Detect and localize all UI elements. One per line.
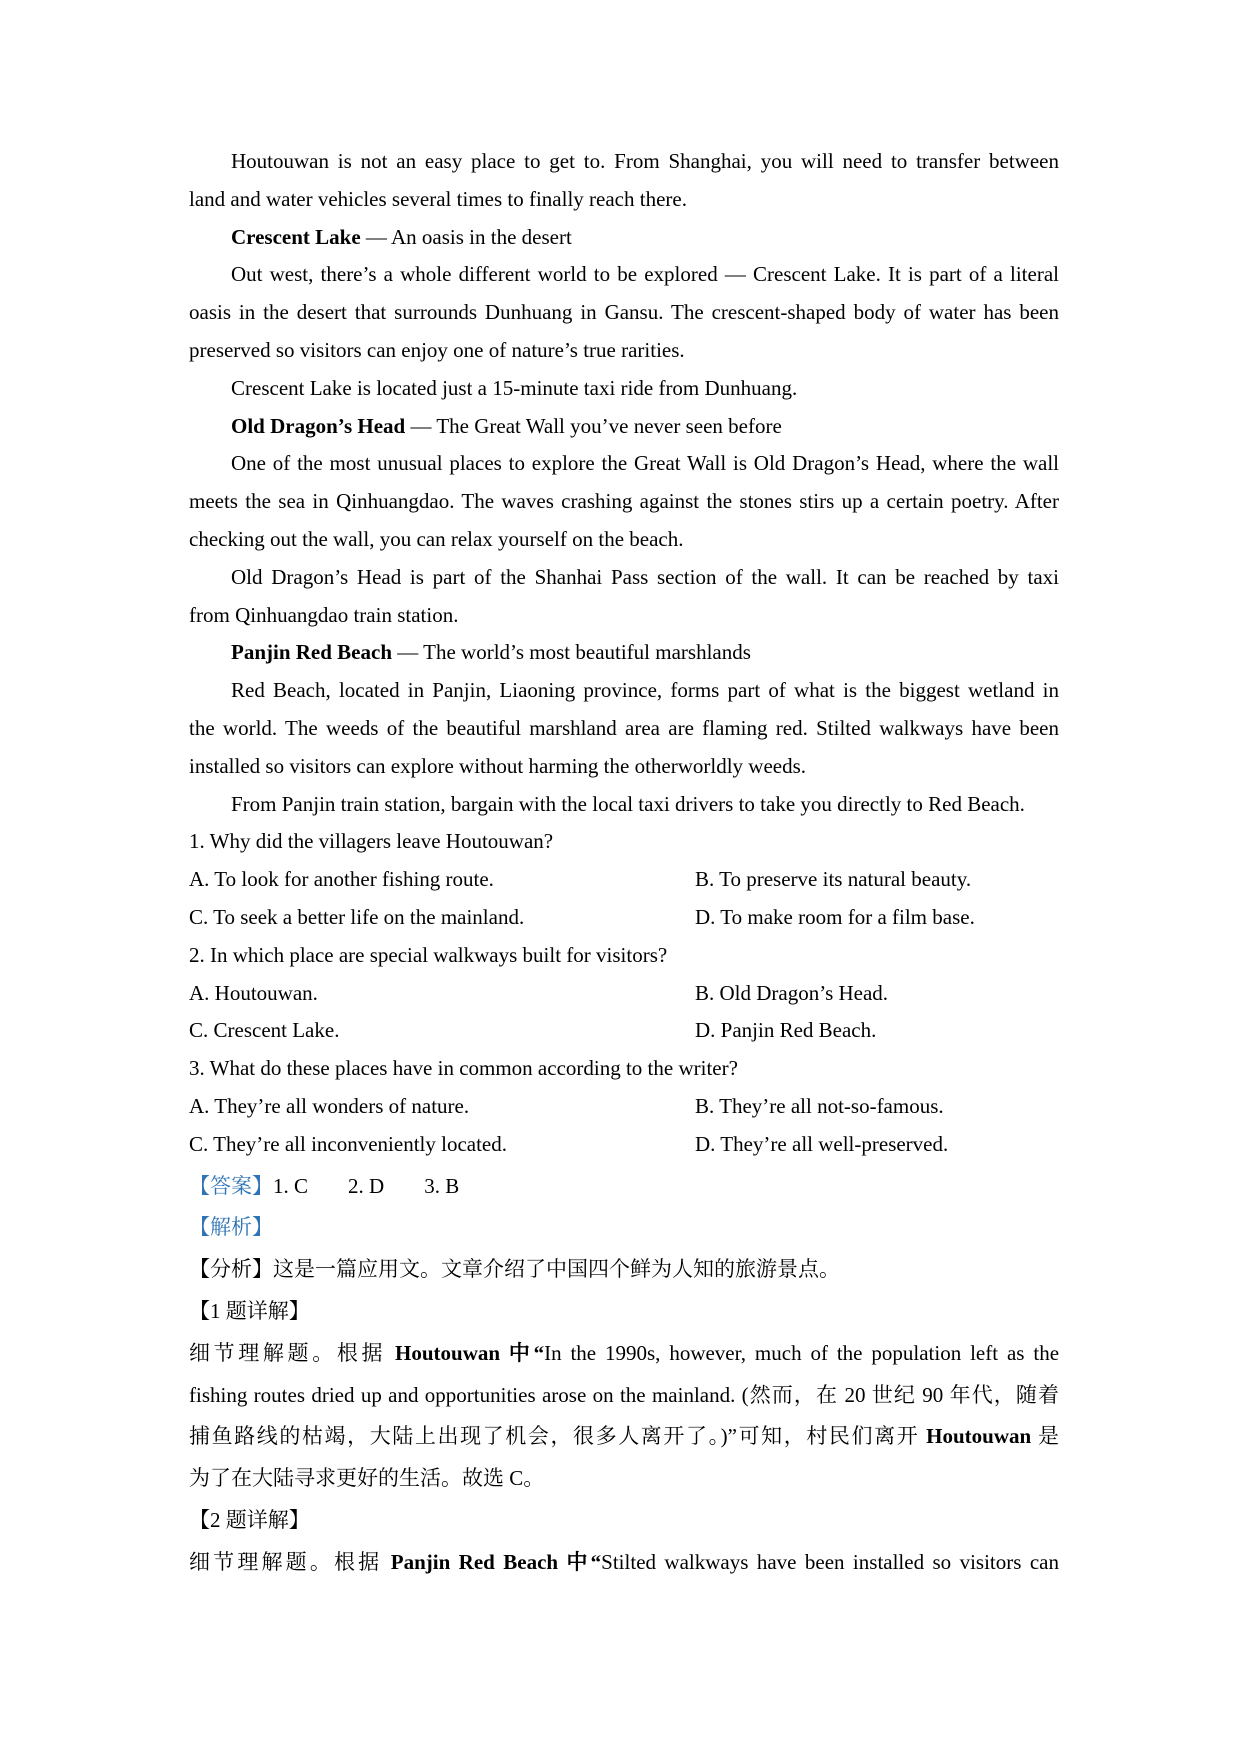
- option-row: [189, 975, 1059, 1013]
- passage-paragraph: from Qinhuangdao train station.: [189, 602, 459, 627]
- option-row: [189, 1012, 1059, 1050]
- passage-paragraph: Old Dragon’s Head is part of the Shanhai Pass section of the wall. It can be reached by taxi: [231, 564, 1059, 589]
- option-b: B. They’re all not-so-famous.: [695, 1093, 944, 1118]
- option-d: D. Panjin Red Beach.: [695, 1018, 877, 1043]
- option-a: A. They’re all wonders of nature.: [189, 1093, 470, 1118]
- answer-label: 【答案】: [189, 1173, 273, 1198]
- section-heading-crescent-lake: [189, 219, 1059, 257]
- section-title: Old Dragon’s Head: [231, 413, 406, 438]
- analysis-label-line: [189, 1209, 1059, 1247]
- option-row: [189, 1088, 1059, 1126]
- option-d: D. To make room for a film base.: [695, 904, 975, 929]
- answer-1: 1. C: [273, 1173, 309, 1198]
- option-a: A. To look for another fishing route.: [189, 867, 494, 892]
- section-subtitle: — An oasis in the desert: [360, 224, 572, 249]
- document-content: [189, 143, 1059, 1581]
- section-subtitle: — The world’s most beautiful marshlands: [392, 640, 751, 665]
- passage-paragraph: the world. The weeds of the beautiful marshland area are flaming red. Stilted walkways have been: [189, 715, 1059, 740]
- section-heading-panjin-red-beach: [189, 634, 1059, 672]
- passage-paragraph: Red Beach, located in Panjin, Liaoning province, forms part of what is the biggest wetland in: [231, 678, 1059, 703]
- q1-detail-line: [189, 1335, 1059, 1373]
- analysis-overview: 【分析】这是一篇应用文。文章介绍了中国四个鲜为人知的旅游景点。: [189, 1257, 840, 1282]
- detail-text: 细节理解题。根据: [189, 1340, 396, 1365]
- analysis-label: 【解析】: [189, 1215, 273, 1240]
- option-c: C. Crescent Lake.: [189, 1018, 340, 1043]
- detail-text: 是: [1031, 1424, 1059, 1449]
- passage-paragraph: Crescent Lake is located just a 15-minute taxi ride from Dunhuang.: [231, 375, 798, 400]
- passage-paragraph: oasis in the desert that surrounds Dunhuang in Gansu. The crescent-shaped body of water has been: [189, 300, 1059, 325]
- option-row: [189, 1126, 1059, 1164]
- option-row: [189, 899, 1059, 937]
- detail-bold: Panjin Red Beach 中“: [390, 1549, 602, 1574]
- question-stem: 2. In which place are special walkways built for visitors?: [189, 942, 668, 967]
- option-a: A. Houtouwan.: [189, 980, 318, 1005]
- answer-line: [189, 1168, 1059, 1206]
- passage-paragraph: installed so visitors can explore without harming the otherworldly weeds.: [189, 753, 807, 778]
- section-title: Panjin Red Beach: [231, 640, 393, 665]
- option-c: C. They’re all inconveniently located.: [189, 1131, 508, 1156]
- q1-detail-line: 为了在大陆寻求更好的生活。故选 C。: [189, 1466, 545, 1491]
- answer-3: 3. B: [424, 1173, 460, 1198]
- detail-text: Stilted walkways have been installed so visitors can: [601, 1549, 1059, 1574]
- option-row: [189, 861, 1059, 899]
- passage-paragraph: checking out the wall, you can relax yourself on the beach.: [189, 526, 684, 551]
- q1-detail-line: fishing routes dried up and opportunities arose on the mainland. (然而，在 20 世纪 90 年代，随着: [189, 1382, 1059, 1407]
- passage-paragraph: One of the most unusual places to explore the Great Wall is Old Dragon’s Head, where the wall: [231, 451, 1059, 476]
- detail-text: 细节理解题。根据: [189, 1549, 391, 1574]
- q1-detail-heading: 【1 题详解】: [189, 1298, 310, 1323]
- option-c: C. To seek a better life on the mainland.: [189, 904, 525, 929]
- passage-paragraph: Houtouwan is not an easy place to get to. From Shanghai, you will need to transfer between: [231, 149, 1059, 173]
- answer-2: 2. D: [348, 1173, 385, 1198]
- section-title: Crescent Lake: [231, 224, 361, 249]
- q2-detail-line: [189, 1544, 1059, 1582]
- detail-text: In the 1990s, however, much of the population left as the: [544, 1340, 1059, 1365]
- question-stem: 3. What do these places have in common according to the writer?: [189, 1056, 738, 1081]
- passage-paragraph: From Panjin train station, bargain with the local taxi drivers to take you directly to Red Beach.: [231, 791, 1025, 816]
- section-subtitle: — The Great Wall you’ve never seen before: [405, 413, 782, 438]
- detail-text: 捕鱼路线的枯竭，大陆上出现了机会，很多人离开了。)”可知，村民们离开: [189, 1424, 927, 1449]
- option-b: B. To preserve its natural beauty.: [695, 867, 972, 892]
- section-heading-old-dragons-head: [189, 408, 1059, 446]
- question-stem: 1. Why did the villagers leave Houtouwan?: [189, 829, 554, 854]
- detail-bold: Houtouwan 中“: [395, 1340, 545, 1365]
- option-d: D. They’re all well-preserved.: [695, 1131, 949, 1156]
- passage-paragraph: meets the sea in Qinhuangdao. The waves crashing against the stones stirs up a certain poetry. After: [189, 489, 1059, 514]
- q2-detail-heading: 【2 题详解】: [189, 1507, 310, 1532]
- detail-bold: Houtouwan: [926, 1424, 1032, 1449]
- passage-paragraph: land and water vehicles several times to finally reach there.: [189, 186, 687, 211]
- passage-paragraph: preserved so visitors can enjoy one of nature’s true rarities.: [189, 337, 685, 362]
- option-b: B. Old Dragon’s Head.: [695, 980, 889, 1005]
- passage-paragraph: Out west, there’s a whole different world to be explored — Crescent Lake. It is part of a literal: [231, 262, 1059, 287]
- q1-detail-line: [189, 1418, 1059, 1456]
